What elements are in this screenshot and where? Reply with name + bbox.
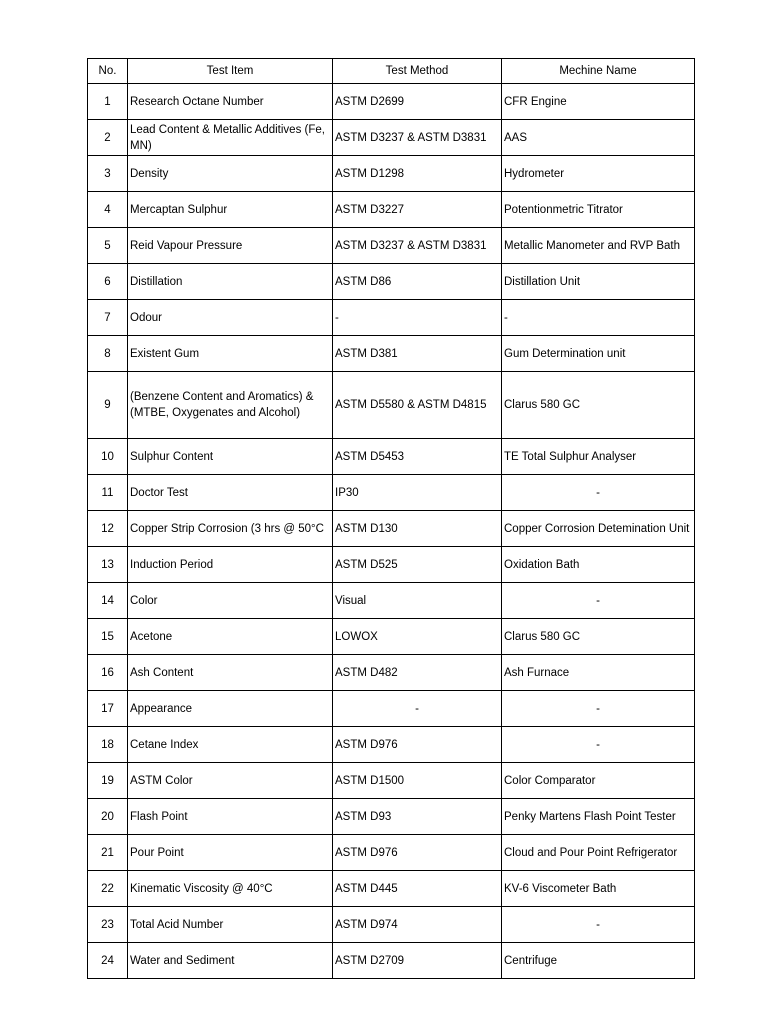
table-row: [88, 691, 695, 727]
cell-machine-name: Hydrometer: [502, 156, 695, 192]
cell-no: 23: [88, 907, 128, 943]
table-row: [88, 228, 695, 264]
cell-no: 4: [88, 192, 128, 228]
cell-no: 3: [88, 156, 128, 192]
cell-test-item: Copper Strip Corrosion (3 hrs @ 50°C: [128, 511, 333, 547]
cell-test-item: Lead Content & Metallic Additives (Fe, MN): [128, 120, 333, 156]
cell-test-method: ASTM D3237 & ASTM D3831: [333, 120, 502, 156]
cell-machine-name: Clarus 580 GC: [502, 619, 695, 655]
cell-no: 11: [88, 475, 128, 511]
cell-test-item: Odour: [128, 300, 333, 336]
table-row: [88, 763, 695, 799]
cell-no: 7: [88, 300, 128, 336]
cell-test-method: ASTM D445: [333, 871, 502, 907]
cell-no: 17: [88, 691, 128, 727]
table-row: [88, 547, 695, 583]
cell-no: 2: [88, 120, 128, 156]
cell-machine-name: Oxidation Bath: [502, 547, 695, 583]
cell-test-method: -: [333, 691, 502, 727]
cell-test-item: Research Octane Number: [128, 84, 333, 120]
cell-no: 1: [88, 84, 128, 120]
cell-test-method: ASTM D2709: [333, 943, 502, 979]
cell-test-item: Water and Sediment: [128, 943, 333, 979]
cell-no: 6: [88, 264, 128, 300]
table-row: [88, 907, 695, 943]
cell-no: 8: [88, 336, 128, 372]
cell-test-method: Visual: [333, 583, 502, 619]
table-row: [88, 120, 695, 156]
cell-test-item: Distillation: [128, 264, 333, 300]
header-no: No.: [88, 59, 128, 84]
cell-test-method: ASTM D1298: [333, 156, 502, 192]
table-row: [88, 655, 695, 691]
cell-no: 14: [88, 583, 128, 619]
cell-test-method: ASTM D130: [333, 511, 502, 547]
cell-test-method: ASTM D3237 & ASTM D3831: [333, 228, 502, 264]
cell-no: 10: [88, 439, 128, 475]
cell-no: 13: [88, 547, 128, 583]
cell-test-item: Sulphur Content: [128, 439, 333, 475]
table-row: [88, 799, 695, 835]
cell-machine-name: Ash Furnace: [502, 655, 695, 691]
cell-test-method: ASTM D381: [333, 336, 502, 372]
cell-no: 9: [88, 372, 128, 439]
header-machine-name: Mechine Name: [502, 59, 695, 84]
table-row: [88, 727, 695, 763]
cell-test-item: (Benzene Content and Aromatics) & (MTBE, Oxygenates and Alcohol): [128, 372, 333, 439]
cell-no: 16: [88, 655, 128, 691]
cell-test-method: ASTM D2699: [333, 84, 502, 120]
cell-test-item: Acetone: [128, 619, 333, 655]
cell-machine-name: CFR Engine: [502, 84, 695, 120]
cell-machine-name: -: [502, 727, 695, 763]
header-test-method: Test Method: [333, 59, 502, 84]
cell-test-method: ASTM D86: [333, 264, 502, 300]
cell-no: 15: [88, 619, 128, 655]
cell-test-item: Doctor Test: [128, 475, 333, 511]
table-header-row: [88, 59, 695, 84]
table-row: [88, 619, 695, 655]
cell-test-method: LOWOX: [333, 619, 502, 655]
table-row: [88, 192, 695, 228]
cell-no: 18: [88, 727, 128, 763]
cell-test-item: Pour Point: [128, 835, 333, 871]
cell-no: 20: [88, 799, 128, 835]
cell-no: 19: [88, 763, 128, 799]
cell-test-method: ASTM D976: [333, 727, 502, 763]
cell-no: 5: [88, 228, 128, 264]
table-row: [88, 871, 695, 907]
table-row: [88, 943, 695, 979]
cell-test-item: Cetane Index: [128, 727, 333, 763]
cell-test-item: Reid Vapour Pressure: [128, 228, 333, 264]
cell-no: 22: [88, 871, 128, 907]
cell-machine-name: Potentionmetric Titrator: [502, 192, 695, 228]
table-row: [88, 372, 695, 439]
table-row: [88, 336, 695, 372]
table-row: [88, 156, 695, 192]
table-row: [88, 84, 695, 120]
table-row: [88, 300, 695, 336]
cell-machine-name: Penky Martens Flash Point Tester: [502, 799, 695, 835]
table-row: [88, 475, 695, 511]
cell-machine-name: Centrifuge: [502, 943, 695, 979]
cell-machine-name: -: [502, 583, 695, 619]
cell-machine-name: Metallic Manometer and RVP Bath: [502, 228, 695, 264]
cell-machine-name: Distillation Unit: [502, 264, 695, 300]
cell-machine-name: -: [502, 300, 695, 336]
cell-test-item: Total Acid Number: [128, 907, 333, 943]
cell-machine-name: Clarus 580 GC: [502, 372, 695, 439]
header-test-item: Test Item: [128, 59, 333, 84]
cell-test-method: ASTM D1500: [333, 763, 502, 799]
cell-machine-name: Gum Determination unit: [502, 336, 695, 372]
cell-test-method: ASTM D974: [333, 907, 502, 943]
cell-test-item: ASTM Color: [128, 763, 333, 799]
cell-test-item: Mercaptan Sulphur: [128, 192, 333, 228]
table-body: [88, 84, 695, 979]
cell-test-item: Ash Content: [128, 655, 333, 691]
cell-test-item: Flash Point: [128, 799, 333, 835]
table-row: [88, 511, 695, 547]
test-methods-table: [87, 58, 695, 979]
cell-test-item: Density: [128, 156, 333, 192]
cell-test-method: ASTM D93: [333, 799, 502, 835]
table-row: [88, 264, 695, 300]
cell-test-method: IP30: [333, 475, 502, 511]
table-row: [88, 439, 695, 475]
cell-test-method: ASTM D3227: [333, 192, 502, 228]
cell-machine-name: Copper Corrosion Detemination Unit: [502, 511, 695, 547]
cell-machine-name: TE Total Sulphur Analyser: [502, 439, 695, 475]
cell-machine-name: KV-6 Viscometer Bath: [502, 871, 695, 907]
cell-no: 12: [88, 511, 128, 547]
cell-test-method: ASTM D5580 & ASTM D4815: [333, 372, 502, 439]
cell-machine-name: Cloud and Pour Point Refrigerator: [502, 835, 695, 871]
cell-test-method: ASTM D976: [333, 835, 502, 871]
cell-test-item: Kinematic Viscosity @ 40°C: [128, 871, 333, 907]
table-row: [88, 835, 695, 871]
cell-test-method: ASTM D525: [333, 547, 502, 583]
cell-machine-name: -: [502, 907, 695, 943]
cell-test-item: Existent Gum: [128, 336, 333, 372]
cell-test-method: ASTM D482: [333, 655, 502, 691]
cell-test-item: Appearance: [128, 691, 333, 727]
cell-test-method: ASTM D5453: [333, 439, 502, 475]
cell-machine-name: Color Comparator: [502, 763, 695, 799]
cell-machine-name: -: [502, 691, 695, 727]
cell-test-method: -: [333, 300, 502, 336]
table-row: [88, 583, 695, 619]
cell-no: 21: [88, 835, 128, 871]
cell-test-item: Color: [128, 583, 333, 619]
cell-test-item: Induction Period: [128, 547, 333, 583]
cell-machine-name: -: [502, 475, 695, 511]
cell-no: 24: [88, 943, 128, 979]
cell-machine-name: AAS: [502, 120, 695, 156]
